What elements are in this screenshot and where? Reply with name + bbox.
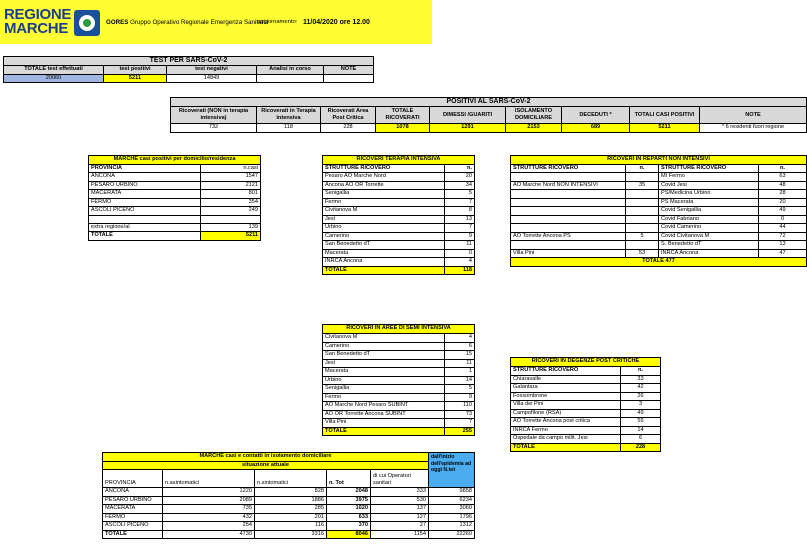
isolation-asymptomatic: 735 bbox=[163, 505, 255, 514]
region-logo-icon bbox=[74, 10, 100, 36]
table-row bbox=[89, 190, 261, 199]
table-row bbox=[511, 401, 661, 410]
non-intensive-left-structure: Villa Pini bbox=[511, 249, 626, 258]
table-row bbox=[323, 419, 475, 428]
tests-header-positive: test positivi bbox=[104, 66, 167, 75]
isolation-symptomatic: 116 bbox=[255, 522, 327, 531]
non-intensive-right-structure: S. Benedetto dT bbox=[659, 241, 759, 250]
isolation-col-province: PROVINCIA bbox=[103, 470, 163, 488]
icu-structure: Pesaro AO Marche Nord bbox=[323, 173, 445, 182]
positives-header-8: NOTE bbox=[700, 107, 807, 124]
isolation-total: 633 bbox=[327, 513, 371, 522]
post-critical-structure: AO Torrette Ancona post critica bbox=[511, 418, 621, 427]
tests-table bbox=[3, 56, 374, 83]
table-row bbox=[89, 215, 261, 223]
province-col-header: PROVINCIA bbox=[89, 164, 201, 173]
table-row bbox=[511, 181, 807, 190]
non-intensive-left-structure bbox=[511, 207, 626, 216]
semi-total-label: TOTALE bbox=[323, 427, 445, 436]
table-row bbox=[511, 409, 661, 418]
province-name: FERMO bbox=[89, 198, 201, 207]
table-row bbox=[103, 488, 475, 497]
positives-header-7: TOTALI CASI POSITIVI bbox=[630, 107, 700, 124]
table-row bbox=[323, 173, 475, 182]
post-critical-table bbox=[510, 357, 661, 452]
isolation-title: MARCHE casi e contatti in isolamento domiciliare bbox=[103, 453, 429, 462]
icu-structure: Urbino bbox=[323, 224, 445, 233]
table-row bbox=[323, 181, 475, 190]
non-intensive-left-count: 53 bbox=[626, 249, 659, 258]
province-cases: 2121 bbox=[201, 181, 261, 190]
isolation-total: 2048 bbox=[327, 488, 371, 497]
table-row bbox=[511, 190, 807, 199]
non-intensive-right-count: 47 bbox=[759, 249, 807, 258]
icu-structure: Camerino bbox=[323, 232, 445, 241]
update-value: 11/04/2020 ore 12.00 bbox=[303, 18, 370, 26]
table-row bbox=[103, 496, 475, 505]
province-total-label: TOTALE bbox=[89, 232, 201, 241]
isolation-operators: 137 bbox=[371, 505, 429, 514]
semi-structure: AO OR Torrette Ancona SUBINT bbox=[323, 410, 445, 419]
icu-count: 7 bbox=[445, 224, 475, 233]
semi-count: 6 bbox=[445, 342, 475, 351]
semi-count: 5 bbox=[445, 385, 475, 394]
table-row bbox=[103, 513, 475, 522]
positives-header-3: TOTALE RICOVERATI bbox=[376, 107, 430, 124]
tests-title: TEST PER SARS-CoV-2 bbox=[4, 57, 374, 66]
icu-total-value: 118 bbox=[445, 266, 475, 275]
table-row bbox=[323, 376, 475, 385]
table-row bbox=[511, 384, 661, 393]
isolation-province: FERMO bbox=[103, 513, 163, 522]
province-name: extra regione/al bbox=[89, 223, 201, 232]
non-intensive-right-count: 63 bbox=[759, 173, 807, 182]
non-intensive-col-struct-left: STRUTTURE RICOVERO bbox=[511, 164, 626, 173]
non-intensive-right-structure: Covid Camerino bbox=[659, 224, 759, 233]
icu-table bbox=[322, 155, 475, 275]
province-cases bbox=[201, 215, 261, 223]
isolation-total-asint: 4730 bbox=[163, 530, 255, 539]
org-acronym: GORES bbox=[106, 19, 129, 26]
isolation-col-total: n. Tot bbox=[327, 470, 371, 488]
isolation-total: 370 bbox=[327, 522, 371, 531]
isolation-symptomatic: 201 bbox=[255, 513, 327, 522]
non-intensive-right-structure: Covid Senigallia bbox=[659, 207, 759, 216]
tests-positive-value: 5211 bbox=[104, 74, 167, 83]
logo-line-1: REGIONE bbox=[4, 6, 72, 23]
post-critical-title: RICOVERI IN DEGENZE POST CRITICHE bbox=[511, 358, 661, 367]
semi-total-value: 255 bbox=[445, 427, 475, 436]
icu-structure: San Benedetto dT bbox=[323, 241, 445, 250]
post-critical-structure: INRCA Fermo bbox=[511, 426, 621, 435]
positives-value-3: 1078 bbox=[376, 124, 430, 133]
post-critical-structure: Galantara bbox=[511, 384, 621, 393]
isolation-asymptomatic: 432 bbox=[163, 513, 255, 522]
semi-structure: Senigallia bbox=[323, 385, 445, 394]
icu-structure: Jesi bbox=[323, 215, 445, 224]
isolation-col-epidemic: dall'inizio dell'epidemia ad oggi N.tot bbox=[429, 453, 475, 488]
table-row bbox=[511, 375, 661, 384]
post-critical-total-value: 228 bbox=[621, 443, 661, 452]
table-row bbox=[323, 215, 475, 224]
isolation-subtitle: situazione attuale bbox=[103, 461, 429, 470]
icu-total-label: TOTALE bbox=[323, 266, 445, 275]
isolation-operators: 127 bbox=[371, 513, 429, 522]
post-critical-count: 6 bbox=[621, 435, 661, 444]
region-logo-text bbox=[4, 8, 71, 36]
isolation-symptomatic: 285 bbox=[255, 505, 327, 514]
positives-value-0: 732 bbox=[171, 124, 257, 133]
post-critical-count: 42 bbox=[621, 384, 661, 393]
icu-structure: Civitanova M bbox=[323, 207, 445, 216]
non-intensive-left-structure: AO Torrette Ancona PS bbox=[511, 232, 626, 241]
post-critical-rows bbox=[511, 375, 661, 443]
non-intensive-left-count bbox=[626, 198, 659, 207]
post-critical-structure: Fossombrone bbox=[511, 392, 621, 401]
non-intensive-right-structure: MI Fermo bbox=[659, 173, 759, 182]
positives-title: POSITIVI AL SARS-CoV-2 bbox=[171, 98, 807, 107]
icu-structure: Fermo bbox=[323, 198, 445, 207]
table-row bbox=[323, 385, 475, 394]
table-row bbox=[511, 392, 661, 401]
table-row bbox=[323, 249, 475, 258]
icu-rows bbox=[323, 173, 475, 267]
isolation-epidemic-total: 9858 bbox=[429, 488, 475, 497]
semi-count: 15 bbox=[445, 351, 475, 360]
semi-structure: San Benedetto dT bbox=[323, 351, 445, 360]
semi-structure: Camerino bbox=[323, 342, 445, 351]
icu-structure: Ancona AO OR Torrette bbox=[323, 181, 445, 190]
post-critical-count: 55 bbox=[621, 418, 661, 427]
isolation-symptomatic: 828 bbox=[255, 488, 327, 497]
table-row bbox=[323, 232, 475, 241]
isolation-province: ASCOLI PICENO bbox=[103, 522, 163, 531]
table-row bbox=[323, 224, 475, 233]
icu-count: 5 bbox=[445, 190, 475, 199]
semi-intensive-rows bbox=[323, 334, 475, 428]
non-intensive-left-count bbox=[626, 173, 659, 182]
semi-count: 1 bbox=[445, 368, 475, 377]
isolation-col-symptomatic: n.sintomatici bbox=[255, 470, 327, 488]
positives-header-5: ISOLAMENTO DOMICILIARE bbox=[506, 107, 562, 124]
isolation-total-name: TOTALE bbox=[103, 530, 163, 539]
semi-count: 14 bbox=[445, 376, 475, 385]
non-intensive-left-structure bbox=[511, 241, 626, 250]
non-intensive-col-struct-right: STRUTTURE RICOVERO bbox=[659, 164, 759, 173]
non-intensive-left-count bbox=[626, 207, 659, 216]
cases-col-header: n.casi bbox=[201, 164, 261, 173]
non-intensive-right-structure: Covid Civitanova M bbox=[659, 232, 759, 241]
non-intensive-right-structure: PS/Medicina Urbino bbox=[659, 190, 759, 199]
non-intensive-left-structure bbox=[511, 190, 626, 199]
icu-count: 4 bbox=[445, 258, 475, 267]
tests-negative-value: 14849 bbox=[167, 74, 257, 83]
non-intensive-right-structure: PS Macerata bbox=[659, 198, 759, 207]
semi-structure: Fermo bbox=[323, 393, 445, 402]
semi-count: 7 bbox=[445, 419, 475, 428]
icu-title: RICOVERI TERAPIA INTENSIVA bbox=[323, 156, 475, 165]
non-intensive-left-structure bbox=[511, 198, 626, 207]
post-critical-structure: Villa dei Pini bbox=[511, 401, 621, 410]
isolation-total-tot: 8046 bbox=[327, 530, 371, 539]
province-cases: 1547 bbox=[201, 173, 261, 182]
positives-value-5: 2153 bbox=[506, 124, 562, 133]
tests-header-total: TOTALE test effettuati bbox=[4, 66, 104, 75]
report-header bbox=[0, 0, 432, 44]
isolation-total-epi: 22260 bbox=[429, 530, 475, 539]
non-intensive-right-count: 72 bbox=[759, 232, 807, 241]
isolation-province: MACERATA bbox=[103, 505, 163, 514]
table-row bbox=[89, 223, 261, 232]
non-intensive-title: RICOVERI IN REPARTI NON INTENSIVI bbox=[511, 156, 807, 165]
post-critical-count: 26 bbox=[621, 392, 661, 401]
icu-col-struct: STRUTTURE RICOVERO bbox=[323, 164, 445, 173]
tests-total-value: 20060 bbox=[4, 74, 104, 83]
province-total-value: 5211 bbox=[201, 232, 261, 241]
province-cases-table bbox=[88, 155, 261, 241]
positives-header-2: Ricoverati Area Post Critica bbox=[321, 107, 376, 124]
tests-header-notes: NOTE bbox=[324, 66, 374, 75]
semi-intensive-table bbox=[322, 324, 475, 436]
non-intensive-right-structure: Covid Fabriano bbox=[659, 215, 759, 224]
logo-line-2: MARCHE bbox=[4, 20, 69, 37]
table-row bbox=[511, 198, 807, 207]
province-cases: 354 bbox=[201, 198, 261, 207]
table-row bbox=[323, 258, 475, 267]
positives-header-6: DECEDUTI * bbox=[562, 107, 630, 124]
post-critical-count: 14 bbox=[621, 426, 661, 435]
table-row bbox=[323, 393, 475, 402]
tests-header-pending: Analisi in corso bbox=[257, 66, 324, 75]
org-full-name: Gruppo Operativo Regionale Emergenza Sanitaria bbox=[130, 19, 269, 26]
isolation-col-asymptomatic: n.asintomatici bbox=[163, 470, 255, 488]
positives-header-1: Ricoverati in Terapia intensiva bbox=[257, 107, 321, 124]
province-name: MACERATA bbox=[89, 190, 201, 199]
non-intensive-right-structure: Covid Jesi bbox=[659, 181, 759, 190]
post-critical-count: 49 bbox=[621, 409, 661, 418]
table-row bbox=[511, 435, 661, 444]
tests-pending-value bbox=[257, 74, 324, 83]
home-isolation-table bbox=[102, 452, 475, 539]
table-row bbox=[511, 224, 807, 233]
table-row bbox=[103, 505, 475, 514]
isolation-operators: 27 bbox=[371, 522, 429, 531]
semi-count: 9 bbox=[445, 393, 475, 402]
non-intensive-right-count: 28 bbox=[759, 190, 807, 199]
isolation-province: ANCONA bbox=[103, 488, 163, 497]
province-cases: 249 bbox=[201, 207, 261, 216]
icu-count: 13 bbox=[445, 215, 475, 224]
positives-table bbox=[170, 97, 807, 133]
semi-structure: Villa Pini bbox=[323, 419, 445, 428]
table-row bbox=[511, 249, 807, 258]
table-row bbox=[323, 190, 475, 199]
semi-structure: Jesi bbox=[323, 359, 445, 368]
icu-count: 34 bbox=[445, 181, 475, 190]
non-intensive-left-structure bbox=[511, 173, 626, 182]
non-intensive-left-count: 5 bbox=[626, 232, 659, 241]
table-row bbox=[89, 173, 261, 182]
icu-structure: INRCA Ancona bbox=[323, 258, 445, 267]
isolation-total-sint: 3316 bbox=[255, 530, 327, 539]
semi-structure: Macerata bbox=[323, 368, 445, 377]
icu-structure: Macerata bbox=[323, 249, 445, 258]
non-intensive-left-count bbox=[626, 190, 659, 199]
positives-value-8: * 6 residenti fuori regione bbox=[700, 124, 807, 133]
positives-value-7: 5211 bbox=[630, 124, 700, 133]
table-row bbox=[511, 173, 807, 182]
isolation-epidemic-total: 6234 bbox=[429, 496, 475, 505]
post-critical-count: 3 bbox=[621, 401, 661, 410]
tests-header-negative: test negativi bbox=[167, 66, 257, 75]
non-intensive-left-count bbox=[626, 215, 659, 224]
post-critical-total-label: TOTALE bbox=[511, 443, 621, 452]
icu-count: 11 bbox=[445, 241, 475, 250]
table-row bbox=[323, 410, 475, 419]
non-intensive-left-count: 35 bbox=[626, 181, 659, 190]
positives-header-0: Ricoverati (NON in terapia intensiva) bbox=[171, 107, 257, 124]
non-intensive-left-structure: AO Marche Nord NON INTENSIVI bbox=[511, 181, 626, 190]
non-intensive-right-count: 0 bbox=[759, 215, 807, 224]
table-row bbox=[323, 402, 475, 411]
table-row bbox=[103, 522, 475, 531]
isolation-epidemic-total: 1796 bbox=[429, 513, 475, 522]
isolation-col-operators: di cui Operatori sanitari bbox=[371, 470, 429, 488]
non-intensive-right-count: 13 bbox=[759, 241, 807, 250]
province-name: PESARO URBINO bbox=[89, 181, 201, 190]
table-row bbox=[323, 207, 475, 216]
positives-value-4: 1291 bbox=[430, 124, 506, 133]
icu-count: 0 bbox=[445, 249, 475, 258]
non-intensive-left-structure bbox=[511, 215, 626, 224]
table-row bbox=[323, 351, 475, 360]
icu-count: 7 bbox=[445, 198, 475, 207]
positives-value-6: 689 bbox=[562, 124, 630, 133]
isolation-operators: 530 bbox=[371, 496, 429, 505]
isolation-asymptomatic: 1220 bbox=[163, 488, 255, 497]
table-row bbox=[323, 334, 475, 343]
semi-structure: Civitanova M bbox=[323, 334, 445, 343]
table-row bbox=[511, 241, 807, 250]
non-intensive-rows bbox=[511, 173, 807, 258]
province-name: ANCONA bbox=[89, 173, 201, 182]
non-intensive-left-count bbox=[626, 224, 659, 233]
semi-count: 4 bbox=[445, 334, 475, 343]
positives-value-2: 228 bbox=[321, 124, 376, 133]
isolation-symptomatic: 1886 bbox=[255, 496, 327, 505]
table-row bbox=[511, 215, 807, 224]
province-cases: 801 bbox=[201, 190, 261, 199]
post-critical-structure: Chiaravalle bbox=[511, 375, 621, 384]
table-row bbox=[89, 198, 261, 207]
province-name bbox=[89, 215, 201, 223]
non-intensive-left-count bbox=[626, 241, 659, 250]
table-row bbox=[89, 207, 261, 216]
icu-col-n: n. bbox=[445, 164, 475, 173]
province-cases-rows bbox=[89, 173, 261, 232]
positives-header-4: DIMESSI /GUARITI bbox=[430, 107, 506, 124]
post-critical-structure: Ospedale da campo milit. Jesi bbox=[511, 435, 621, 444]
table-row bbox=[89, 181, 261, 190]
table-row bbox=[323, 241, 475, 250]
update-label: aggiornamento: bbox=[257, 19, 298, 25]
non-intensive-table bbox=[510, 155, 807, 267]
table-row bbox=[511, 418, 661, 427]
non-intensive-total: TOTALE 477 bbox=[511, 258, 807, 267]
post-critical-col-n: n. bbox=[621, 367, 661, 376]
isolation-total: 3975 bbox=[327, 496, 371, 505]
non-intensive-left-structure bbox=[511, 224, 626, 233]
positives-value-1: 118 bbox=[257, 124, 321, 133]
isolation-province: PESARO URBINO bbox=[103, 496, 163, 505]
semi-count: 110 bbox=[445, 402, 475, 411]
non-intensive-col-n-right: n. bbox=[759, 164, 807, 173]
semi-count: 11 bbox=[445, 359, 475, 368]
isolation-epidemic-total: 1312 bbox=[429, 522, 475, 531]
tests-notes-value bbox=[324, 74, 374, 83]
table-row bbox=[511, 207, 807, 216]
semi-structure: AO Marche Nord Pesaro SUBINT bbox=[323, 402, 445, 411]
isolation-rows bbox=[103, 488, 475, 531]
semi-intensive-title: RICOVERI IN AREE DI SEMI INTENSIVA bbox=[323, 325, 475, 334]
non-intensive-right-count: 49 bbox=[759, 207, 807, 216]
isolation-epidemic-total: 3060 bbox=[429, 505, 475, 514]
table-row bbox=[323, 359, 475, 368]
province-cases-title: MARCHE casi positivi per domicilio/residenza bbox=[89, 156, 261, 165]
org-name bbox=[106, 19, 268, 26]
table-row bbox=[323, 342, 475, 351]
isolation-total-op: 1154 bbox=[371, 530, 429, 539]
table-row bbox=[323, 198, 475, 207]
post-critical-col-struct: STRUTTURE RICOVERO bbox=[511, 367, 621, 376]
province-cases: 139 bbox=[201, 223, 261, 232]
table-row bbox=[511, 232, 807, 241]
post-critical-count: 33 bbox=[621, 375, 661, 384]
table-row bbox=[511, 426, 661, 435]
non-intensive-right-count: 44 bbox=[759, 224, 807, 233]
icu-structure: Senigallia bbox=[323, 190, 445, 199]
semi-structure: Urbino bbox=[323, 376, 445, 385]
province-name: ASCOLI PICENO bbox=[89, 207, 201, 216]
isolation-asymptomatic: 2089 bbox=[163, 496, 255, 505]
isolation-total: 1020 bbox=[327, 505, 371, 514]
isolation-operators: 333 bbox=[371, 488, 429, 497]
icu-count: 20 bbox=[445, 173, 475, 182]
semi-count: 73 bbox=[445, 410, 475, 419]
non-intensive-right-structure: INRCA Ancona bbox=[659, 249, 759, 258]
non-intensive-right-count: 20 bbox=[759, 198, 807, 207]
icu-count: 9 bbox=[445, 232, 475, 241]
post-critical-structure: Campofilone (RSA) bbox=[511, 409, 621, 418]
isolation-asymptomatic: 254 bbox=[163, 522, 255, 531]
icu-count: 8 bbox=[445, 207, 475, 216]
table-row bbox=[323, 368, 475, 377]
non-intensive-right-count: 48 bbox=[759, 181, 807, 190]
non-intensive-col-n-left: n. bbox=[626, 164, 659, 173]
